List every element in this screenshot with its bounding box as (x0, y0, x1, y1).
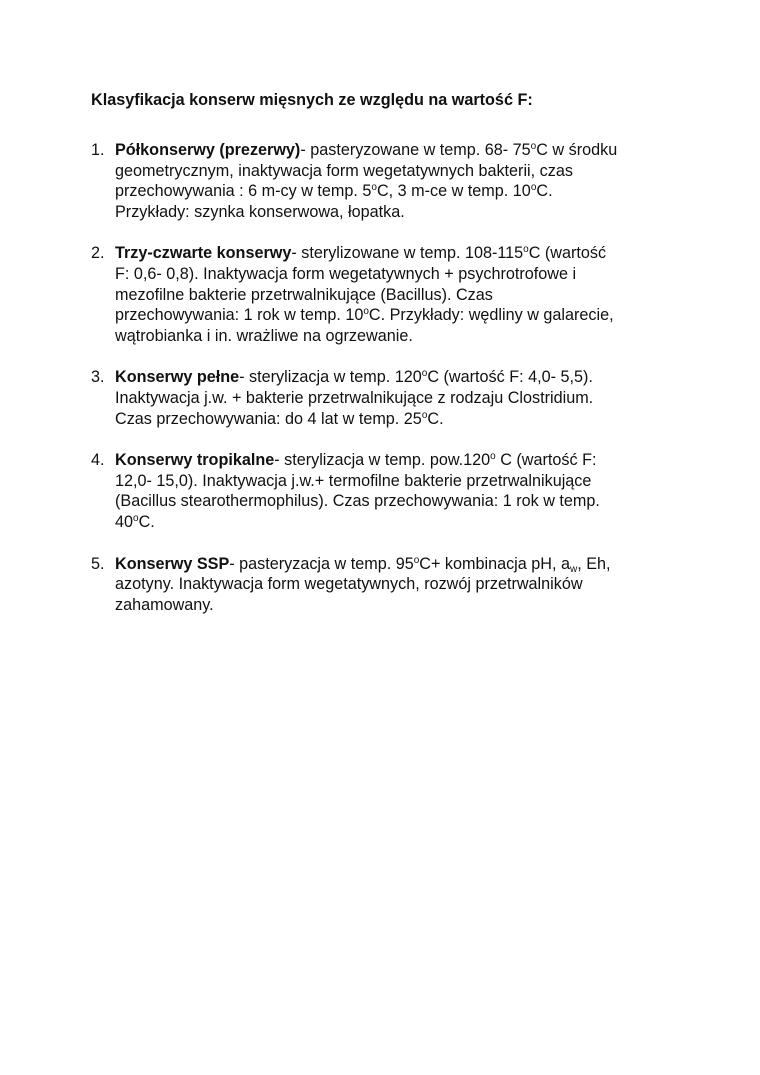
subscript: w (569, 563, 578, 575)
item-line: Przykłady: szynka konserwowa, łopatka. (115, 202, 405, 221)
item-line: geometrycznym, inaktywacja form wegetatywnych bakterii, czas (115, 161, 573, 180)
item-line: Trzy-czwarte konserwy- sterylizowane w temp. 108-115$^o$C (wartość (115, 244, 607, 263)
item-line: F: 0,6- 0,8). Inaktywacja form wegetatywnych + psychrotrofowe i (115, 264, 577, 283)
item-line: przechowywania : 6 m-cy w temp. 5$^o$C, 3 m-ce w temp. 10$^o$C. (115, 182, 553, 201)
item-line: Konserwy pełne- sterylizacja w temp. 120$^o$C (wartość F: 4,0- 5,5). (115, 368, 593, 387)
list-item (91, 450, 691, 532)
item-line: Konserwy tropikalne- sterylizacja w temp. pow.120$^o$ C (wartość F: (115, 451, 597, 470)
superscript: o (421, 368, 428, 380)
item-line: wątrobianka i in. wrażliwe na ogrzewanie. (115, 326, 413, 345)
item-number: 3. (91, 368, 105, 387)
item-line: mezofilne bakterie przetrwalnikujące (Bacillus). Czas (115, 285, 493, 304)
item-line: (Bacillus stearothermophilus). Czas przechowywania: 1 rok w temp. (115, 492, 600, 511)
item-line: Konserwy SSP- pasteryzacja w temp. $95^oC+$ kombinacja pH, $a_w$, Eh, (115, 554, 611, 575)
item-term: Konserwy pełne (115, 368, 240, 387)
superscript: o (371, 182, 377, 194)
superscript: o (530, 141, 537, 152)
item-line: Półkonserwy (prezerwy)- pasteryzowane w temp. 68- 75$^o$C w środku (115, 141, 618, 159)
item-number: 1. (91, 141, 105, 159)
item-line: azotyny. Inaktywacja form wegetatywnych, rozwój przetrwalników (115, 575, 583, 594)
superscript: o (490, 451, 496, 463)
superscript: o (413, 554, 420, 566)
list-item (91, 243, 691, 346)
item-number: 4. (91, 451, 105, 470)
item-number: 5. (91, 554, 105, 573)
item-line: 12,0- 15,0). Inaktywacja j.w.+ termofilne bakterie przetrwalnikujące (115, 471, 592, 490)
item-line: przechowywania: 1 rok w temp. 10$^o$C. Przykłady: wędliny w galarecie, (115, 306, 614, 325)
item-line: Inaktywacja j.w. + bakterie przetrwalnikujące z rodzaju Clostridium. (115, 388, 594, 407)
list-item (91, 367, 691, 429)
superscript: o (133, 512, 139, 524)
list-item (91, 554, 691, 616)
superscript: o (421, 409, 428, 421)
item-term: Półkonserwy (prezerwy) (115, 141, 301, 159)
classification-list (91, 140, 691, 636)
item-term: Trzy-czwarte konserwy (115, 244, 292, 263)
item-line: 40$^o$C. (115, 512, 155, 531)
list-item (91, 140, 691, 222)
superscript: o (523, 244, 529, 256)
document-title: Klasyfikacja konserw mięsnych ze względu na wartość F: (91, 91, 533, 109)
item-term: Konserwy SSP (115, 554, 230, 573)
superscript: o (363, 306, 369, 318)
item-number: 2. (91, 244, 105, 263)
superscript: o (530, 182, 537, 194)
item-line: zahamowany. (115, 595, 214, 614)
item-line: Czas przechowywania: do 4 lat w temp. 25$^o$C. (115, 409, 444, 428)
item-term: Konserwy tropikalne (115, 451, 275, 470)
